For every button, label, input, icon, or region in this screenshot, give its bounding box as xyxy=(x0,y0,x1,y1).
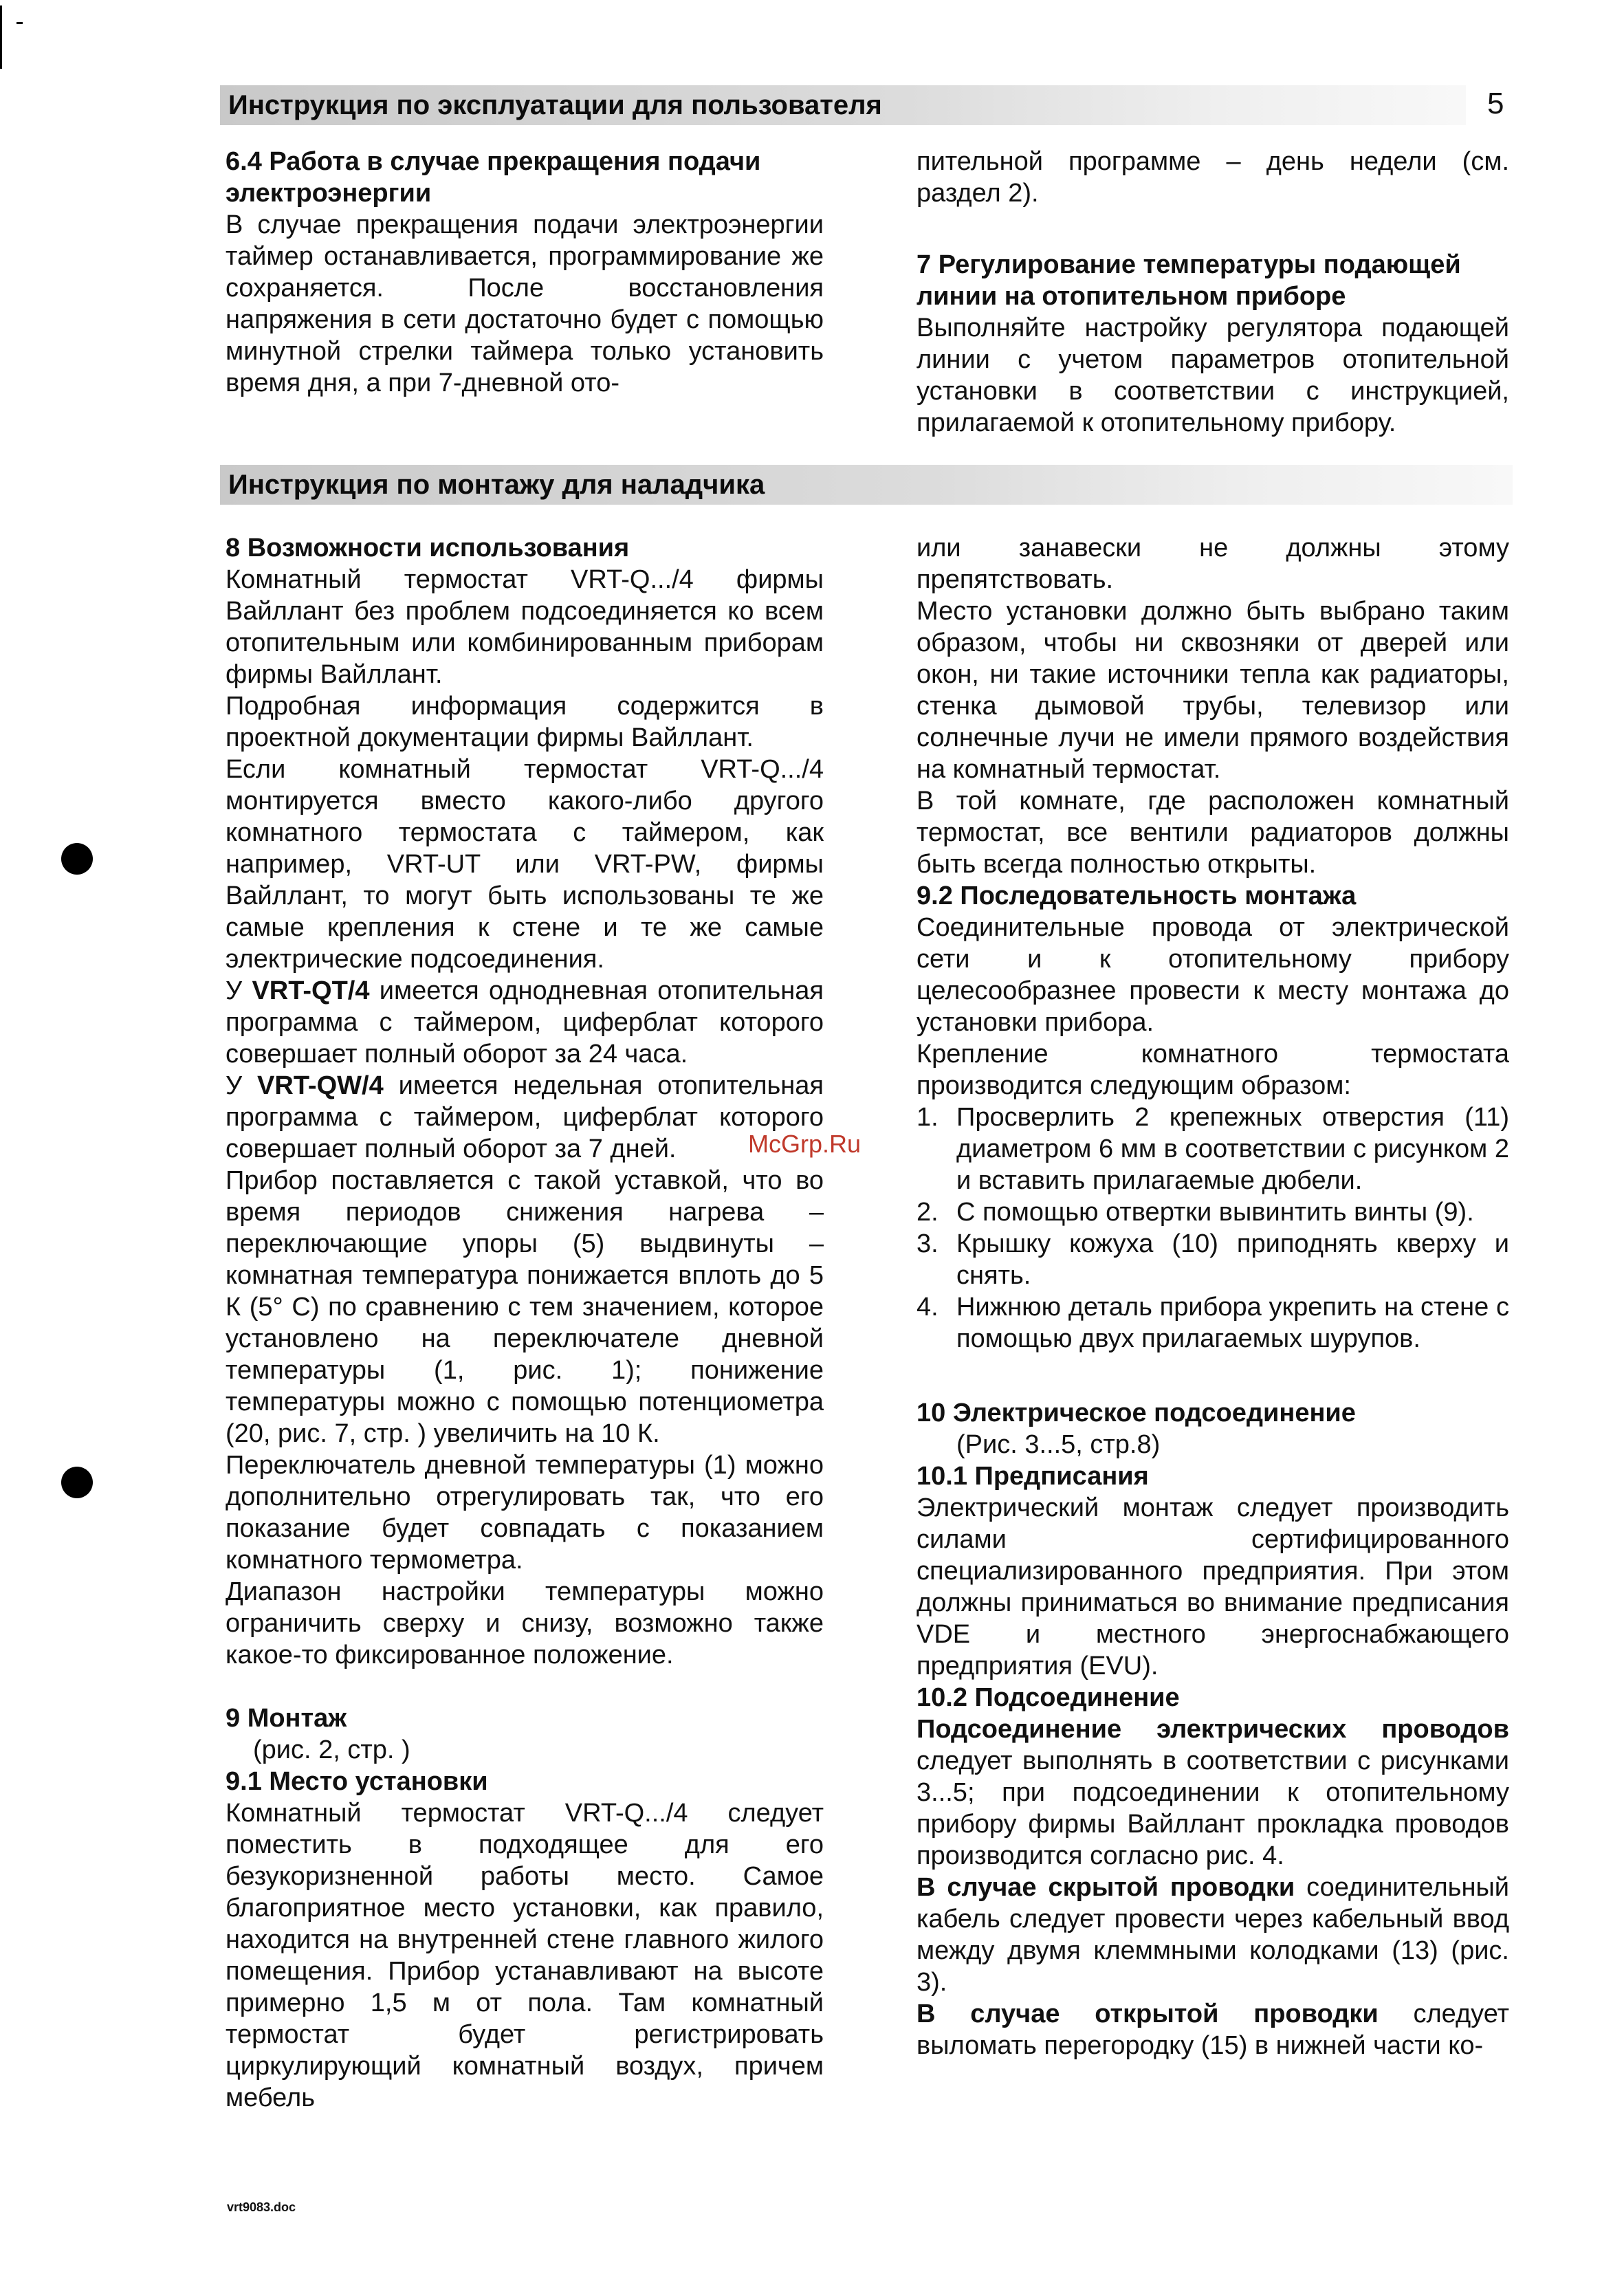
left-column-install xyxy=(226,532,824,2114)
section-9-heading: 9 Монтаж xyxy=(226,1704,347,1733)
model-qt: VRT-QT/4 xyxy=(252,976,370,1005)
section-9-ref: (рис. 2, стр. ) xyxy=(253,1735,410,1764)
section-9-1-cont1: или занавески не должны этому препятствовать. xyxy=(917,534,1509,594)
section-9-1-cont3: В той комнате, где расположен комнатный термостат, все вентили радиаторов должны быть всегда полностью открыты. xyxy=(917,787,1509,879)
section-10-2-p2: В случае скрытой проводки соединительный кабель следует провести через кабельный ввод между двумя клеммными колодками (13) (рис. 3). xyxy=(917,1873,1510,1997)
punch-hole-top xyxy=(61,843,93,875)
section-9-1-heading: 9.1 Место установки xyxy=(226,1767,488,1796)
section-6-4-text: В случае прекращения подачи электроэнергии таймер останавливается, программирование же сохраняется. После восстановления напряжения в сети достаточно будет с помощью минутной стрелки таймера только установить время дня, а при 7-дневной ото- xyxy=(226,210,824,397)
page-header-title: Инструкция по эксплуатации для пользователя xyxy=(228,90,882,120)
list-item: 3. Крышку кожуха (10) приподнять кверху и снять. xyxy=(917,1229,1509,1290)
section-9-1-text: Комнатный термостат VRT-Q.../4 следует поместить в подходящее для его безукоризненной работы место. Самое благоприятное место установки, как правило, находится на внутренней стене главного жилого помещения. Прибор устанавливают на высоте примерно 1,5 м от пола. Там комнатный термостат будет регистрировать циркулирующий комнатный воздух, причем мебель xyxy=(226,1799,824,2112)
punch-hole-bottom xyxy=(61,1467,93,1498)
section-7-heading: 7 Регулирование температуры подающей линии на отопительном приборе xyxy=(917,250,1461,311)
section-9-2-p2: Крепление комнатного термостата производится следующим образом: xyxy=(917,1040,1509,1100)
section-8-p7: Переключатель дневной температуры (1) можно дополнительно отрегулировать так, что его показание будет совпадать с показанием комнатного термометра. xyxy=(226,1451,824,1575)
mounting-steps-list xyxy=(917,1102,1509,1355)
section-8-p6: Прибор поставляется с такой уставкой, что во время периодов снижения нагрева – переключающие упоры (5) выдвинуты – комнатная температура понижается вплоть до 5 К (5° С) по сравнению с тем значением, которое установлено на переключателе дневной температуры (1, рис. 1); понижение температуры можно с помощью потенциометра (20, рис. 7, стр. ) увеличить на 10 К. xyxy=(226,1166,824,1448)
section-10-2-p1: Подсоединение электрических проводов следует выполнять в соответствии с рисунками 3...5; при подсоединении к отопительному прибору фирмы Вайллант прокладка проводов производится согласно рис. 4. xyxy=(917,1715,1509,1870)
model-qw: VRT-QW/4 xyxy=(257,1071,384,1100)
footer-filename: vrt9083.doc xyxy=(227,2200,296,2214)
section-8-p5: У VRT-QW/4 имеется недельная отопительная программа с таймером, циферблат которого совершает полный оборот за 7 дней. xyxy=(226,1071,824,1163)
section-10-heading: 10 Электрическое подсоединение xyxy=(917,1399,1356,1427)
scan-edge-mark xyxy=(0,6,2,69)
section-10-ref: (Рис. 3...5, стр.8) xyxy=(956,1430,1161,1459)
section-8-heading: 8 Возможности использования xyxy=(226,534,630,562)
page-header xyxy=(220,85,1466,125)
section-9-2-p1: Соединительные провода от электрической сети и к отопительному прибору целесообразнее провести к месту монтажа до установки прибора. xyxy=(917,913,1509,1037)
section-8-p8: Диапазон настройки температуры можно ограничить сверху и снизу, возможно также какое-то фиксированное положение. xyxy=(226,1577,824,1669)
section-10-1-heading: 10.1 Предписания xyxy=(917,1462,1149,1491)
right-column-user xyxy=(917,146,1509,439)
section-8-p1: Комнатный термостат VRT-Q.../4 фирмы Вайллант без проблем подсоединяется ко всем отопительным или комбинированным приборам фирмы Вайллант. xyxy=(226,565,824,689)
install-header xyxy=(220,465,1513,505)
install-header-title: Инструкция по монтажу для наладчика xyxy=(228,470,765,500)
list-item: 1. Просверлить 2 крепежных отверстия (11) диаметром 6 мм в соответствии с рисунком 2 и вставить прилагаемые дюбели. xyxy=(917,1103,1509,1195)
page-number: 5 xyxy=(1487,87,1504,120)
list-item: 4. Нижнюю деталь прибора укрепить на стене с помощью двух прилагаемых шурупов. xyxy=(917,1293,1509,1353)
section-7-text: Выполняйте настройку регулятора подающей линии с учетом параметров отопительной установки в соответствии с инструкцией, прилагаемой к отопительному прибору. xyxy=(917,314,1509,437)
section-10-2-heading: 10.2 Подсоединение xyxy=(917,1683,1180,1712)
list-item: 2. С помощью отвертки вывинтить винты (9). xyxy=(917,1198,1474,1227)
section-9-2-heading: 9.2 Последовательность монтажа xyxy=(917,881,1357,910)
scan-edge-dash xyxy=(17,22,23,24)
section-8-p3: Если комнатный термостат VRT-Q.../4 монтируется вместо какого-либо другого комнатного термостата с таймером, как например, VRT-UT или VRT-PW, фирмы Вайллант, то могут быть использованы те же самые крепления к стене и те же самые электрические подсоединения. xyxy=(226,755,824,974)
section-6-4-continuation: пительной программе – день недели (см. раздел 2). xyxy=(917,147,1509,208)
section-10-1-text: Электрический монтаж следует производить силами сертифицированного специализированного предприятия. При этом должны приниматься во внимание предписания VDE и местного энергоснабжающего предприятия (EVU). xyxy=(917,1493,1509,1680)
section-8-p4: У VRT-QT/4 имеется однодневная отопительная программа с таймером, циферблат которого совершает полный оборот за 24 часа. xyxy=(226,976,824,1069)
section-8-p2: Подробная информация содержится в проектной документации фирмы Вайллант. xyxy=(226,692,824,752)
section-6-4-heading: 6.4 Работа в случае прекращения подачи электроэнергии xyxy=(226,147,761,208)
watermark: McGrp.Ru xyxy=(748,1130,862,1158)
right-column-install xyxy=(917,532,1509,2061)
section-9-1-cont2: Место установки должно быть выбрано таким образом, чтобы ни сквозняки от дверей или окон, ни такие источники тепла как радиаторы, стенка дымовой трубы, телевизор или солнечные лучи не имели прямого воздействия на комнатный термостат. xyxy=(917,597,1509,784)
left-column-user xyxy=(226,146,824,399)
section-10-2-p3: В случае открытой проводки следует выломать перегородку (15) в нижней части ко- xyxy=(917,2000,1509,2060)
